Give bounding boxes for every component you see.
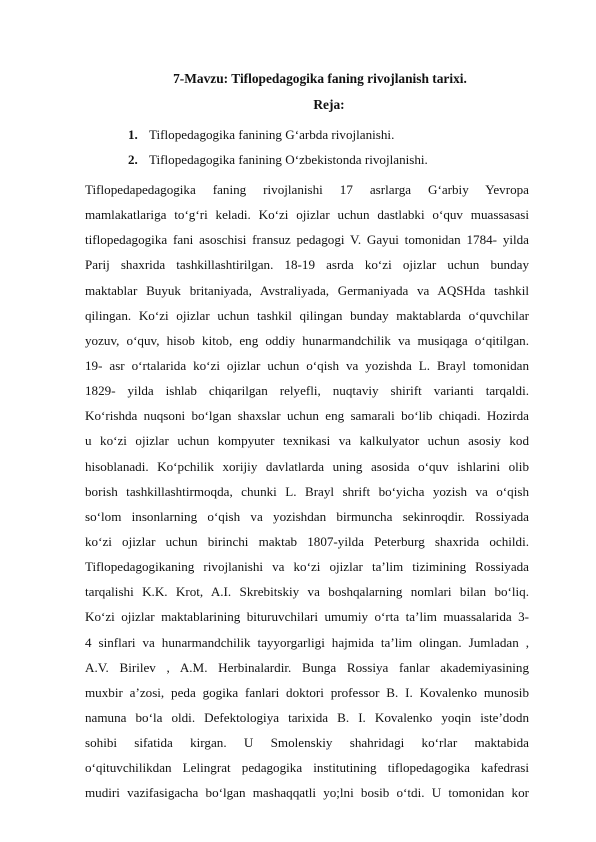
- plan-item: [128, 122, 428, 147]
- body-line: Tiflopedapedagogika faning rivojlanishi 17 asrlarga G‘arbiy Yevropa: [85, 182, 529, 197]
- body-line: ko‘zi ojizlar uchun birinchi maktab 1807-yilda Peterburg shaxrida ochildi.: [85, 533, 529, 549]
- body-line: Parij shaxrida tashkillashtirilgan. 18-19 asrda ko‘zi ojizlar uchun bunday: [85, 257, 529, 273]
- page-title: 7-Mavzu: Tiflopedagogika faning rivojlanish tarixi.: [173, 71, 467, 86]
- plan-item: [128, 147, 428, 172]
- body-line: tarqalishi K.K. Krot, A.I. Skrebitskiy va boshqalarning nomlari bilan bo‘liq.: [85, 584, 529, 600]
- body-line: o‘qituvchilikdan Lelingrat pedagogika institutining tiflopedagogika kafedrasi: [85, 760, 529, 776]
- body-line: tiflopedagogika fani asoschisi fransuz pedagogi V. Gayui tomonidan 1784- yilda: [85, 232, 529, 248]
- plan-heading: Reja:: [313, 97, 345, 112]
- body-line: sohibi sifatida kirgan. U Smolenskiy shahridagi ko‘rlar maktabida: [85, 735, 529, 751]
- body-line: borish tashkillashtirmoqda, chunki L. Brayl shrift bo‘yicha yozish va o‘qish: [85, 483, 529, 499]
- body-line: muxbir a’zosi, peda gogika fanlari doktori professor B. I. Kovalenko munosib: [85, 684, 529, 700]
- plan-item-text: Tiflopedagogika fanining O‘zbekistonda rivojlanishi.: [149, 152, 428, 167]
- body-line: namuna bo‘la oldi. Defektologiya tarixida B. I. Kovalenko yoqin iste’dodn: [85, 709, 529, 725]
- body-line: Ko‘rishda nuqsoni bo‘lgan shaxslar uchun eng samarali bo‘lib chiqadi. Hozirda: [85, 408, 529, 424]
- body-line: qilingan. Ko‘zi ojizlar uchun tashkil qilingan bunday maktablarda o‘quvchilar: [85, 307, 529, 323]
- body-line: 4 sinflari va hunarmandchilik tayyorgarligi hajmida ta’lim olingan. Jumladan ,: [85, 634, 529, 650]
- body-line: yozuv, o‘quv, hisob kitob, eng oddiy hunarmandchilik va musiqaga o‘qitilgan.: [85, 332, 529, 348]
- body-line: mamlakatlariga to‘g‘ri keladi. Ko‘zi ojizlar uchun dastlabki o‘quv muassasasi: [85, 207, 529, 223]
- plan-item-number: 2.: [128, 152, 138, 167]
- body-line: Ko‘zi ojizlar maktablarining bituruvchilari umumiy o‘rta ta’lim muassalarida 3-: [85, 609, 529, 625]
- body-line: 1829- yilda ishlab chiqarilgan relyefli, nuqtaviy shirift varianti tarqaldi.: [85, 383, 529, 399]
- body-line: mudiri vazifasigacha bo‘lgan mashaqqatli yo;lni bosib o‘tdi. U tomonidan kor: [85, 785, 529, 801]
- plan-item-text: Tiflopedagogika fanining G‘arbda rivojlanishi.: [149, 127, 395, 142]
- body-paragraph: [85, 177, 529, 806]
- body-line: hisoblanadi. Ko‘pchilik xorijiy davlatlarda uning asosida o‘quv ishlarini olib: [85, 458, 529, 474]
- body-line: A.V. Birilev , A.M. Herbinalardir. Bunga Rossiya fanlar akademiyasining: [85, 659, 529, 675]
- body-line: maktablar Buyuk britaniyada, Avstraliyada, Germaniyada va AQSHda tashkil: [85, 282, 529, 298]
- body-line: so‘lom insonlarning o‘qish va yozishdan birmuncha sekinroqdir. Rossiyada: [85, 508, 529, 524]
- body-line: u ko‘zi ojizlar uchun kompyuter texnikasi va kalkulyator uchun asosiy kod: [85, 433, 529, 449]
- body-line: 19- asr o‘rtalarida ko‘zi ojizlar uchun o‘qish va yozishda L. Brayl tomonidan: [85, 357, 529, 373]
- plan-list: [128, 122, 428, 172]
- plan-item-number: 1.: [128, 127, 138, 142]
- body-line: Tiflopedagogikaning rivojlanishi va ko‘zi ojizlar ta’lim tizimining Rossiyada: [85, 559, 529, 575]
